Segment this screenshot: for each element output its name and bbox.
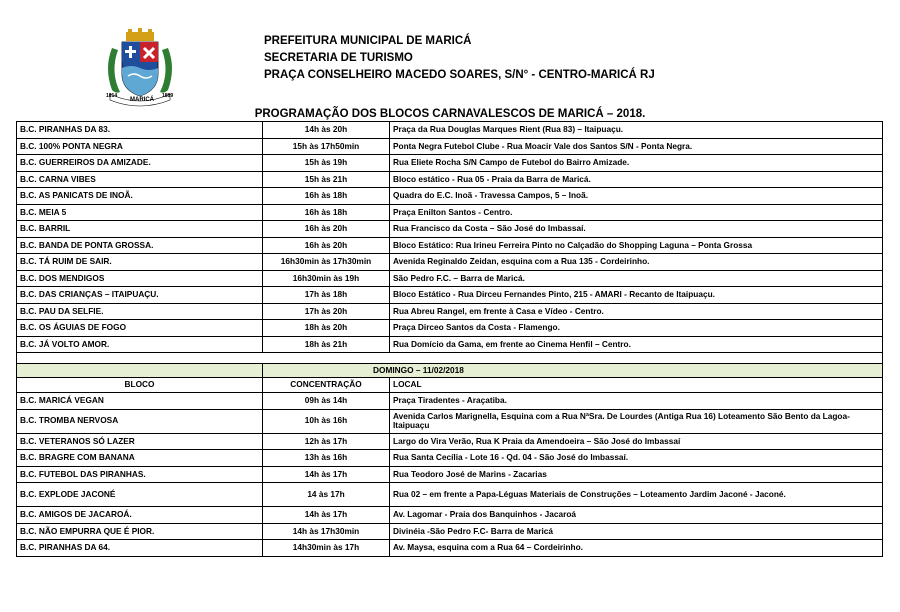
concentracao-cell: 16h às 18h [263, 204, 390, 221]
bloco-cell: B.C. MARICÁ VEGAN [17, 393, 263, 410]
bloco-cell: B.C. PIRANHAS DA 64. [17, 540, 263, 557]
schedule-part-2 [17, 393, 883, 557]
local-cell: Bloco estático - Rua 05 - Praia da Barra de Maricá. [390, 171, 883, 188]
local-cell: Av. Lagomar - Praia dos Banquinhos - Jacaroá [390, 507, 883, 524]
bloco-cell: B.C. DAS CRIANÇAS – ITAIPUAÇU. [17, 287, 263, 304]
concentracao-cell: 18h às 21h [263, 336, 390, 353]
concentracao-cell: 14h às 20h [263, 122, 390, 139]
bloco-cell: B.C. BARRIL [17, 221, 263, 238]
table-row [17, 204, 883, 221]
local-cell: Rua Francisco da Costa – São José do Imbassaí. [390, 221, 883, 238]
local-cell: Rua Eliete Rocha S/N Campo de Futebol do Bairro Amizade. [390, 155, 883, 172]
concentracao-cell: 18h às 20h [263, 320, 390, 337]
table-row [17, 254, 883, 271]
local-cell: Rua Santa Cecília - Lote 16 - Qd. 04 - São José do Imbassaí. [390, 450, 883, 467]
schedule-separator [17, 353, 883, 393]
local-cell: Praça da Rua Douglas Marques Rient (Rua 83) – Itaipuaçu. [390, 122, 883, 139]
column-header-concentracao: CONCENTRAÇÃO [263, 378, 390, 393]
local-cell: Rua Domício da Gama, em frente ao Cinema Henfil – Centro. [390, 336, 883, 353]
table-row [17, 466, 883, 483]
day-row-spacer [17, 364, 263, 378]
bloco-cell: B.C. PAU DA SELFIE. [17, 303, 263, 320]
concentracao-cell: 14h às 17h [263, 466, 390, 483]
bloco-cell: B.C. VETERANOS SÓ LAZER [17, 433, 263, 450]
concentracao-cell: 16h30min às 19h [263, 270, 390, 287]
bloco-cell: B.C. EXPLODE JACONÉ [17, 483, 263, 507]
schedule-part-1 [17, 122, 883, 353]
program-title: PROGRAMAÇÃO DOS BLOCOS CARNAVALESCOS DE MARICÁ – 2018. [254, 108, 646, 120]
local-cell: Praça Tiradentes - Araçatiba. [390, 393, 883, 410]
blank-row [17, 353, 883, 364]
bloco-cell: B.C. GUERREIROS DA AMIZADE. [17, 155, 263, 172]
bloco-cell: B.C. JÁ VOLTO AMOR. [17, 336, 263, 353]
bloco-cell: B.C. BRAGRE COM BANANA [17, 450, 263, 467]
bloco-cell: B.C. PIRANHAS DA 83. [17, 122, 263, 139]
local-cell: Rua Abreu Rangel, em frente à Casa e Vídeo - Centro. [390, 303, 883, 320]
concentracao-cell: 13h às 16h [263, 450, 390, 467]
bloco-cell: B.C. FUTEBOL DAS PIRANHAS. [17, 466, 263, 483]
day-label-text: DOMINGO – 11/02/2018 [373, 364, 464, 375]
bloco-cell: B.C. OS ÁGUIAS DE FOGO [17, 320, 263, 337]
bloco-cell: B.C. MEIA 5 [17, 204, 263, 221]
local-cell: Ponta Negra Futebol Clube - Rua Moacir Vale dos Santos S/N - Ponta Negra. [390, 138, 883, 155]
concentracao-cell: 10h às 16h [263, 409, 390, 433]
table-row [17, 270, 883, 287]
table-row [17, 287, 883, 304]
table-row [17, 138, 883, 155]
table-row [17, 507, 883, 524]
local-cell: Divinéia -São Pedro F.C- Barra de Maricá [390, 523, 883, 540]
bloco-cell: B.C. 100% PONTA NEGRA [17, 138, 263, 155]
table-row [17, 303, 883, 320]
concentracao-cell: 16h30min às 17h30min [263, 254, 390, 271]
bloco-cell: B.C. NÃO EMPURRA QUE É PIOR. [17, 523, 263, 540]
day-row [17, 364, 883, 378]
bloco-cell: B.C. DOS MENDIGOS [17, 270, 263, 287]
table-row [17, 171, 883, 188]
table-row [17, 409, 883, 433]
table-row [17, 320, 883, 337]
concentracao-cell: 16h às 20h [263, 237, 390, 254]
local-cell: Praça Enilton Santos - Centro. [390, 204, 883, 221]
table-row [17, 483, 883, 507]
table-row [17, 393, 883, 410]
page-header [0, 0, 900, 122]
concentracao-cell: 14 às 17h [263, 483, 390, 507]
concentracao-cell: 14h às 17h30min [263, 523, 390, 540]
column-header-bloco: BLOCO [17, 378, 263, 393]
concentracao-cell: 09h às 14h [263, 393, 390, 410]
table-row [17, 188, 883, 205]
header-lines [264, 33, 655, 84]
concentracao-cell: 17h às 18h [263, 287, 390, 304]
table-row [17, 155, 883, 172]
local-cell: São Pedro F.C. – Barra de Maricá. [390, 270, 883, 287]
concentracao-cell: 17h às 20h [263, 303, 390, 320]
concentracao-cell: 16h às 20h [263, 221, 390, 238]
header-line-3: PRAÇA CONSELHEIRO MACEDO SOARES, S/N° - CENTRO-MARICÁ RJ [264, 69, 655, 81]
blank-cell [17, 353, 883, 364]
table-row [17, 433, 883, 450]
bloco-cell: B.C. AMIGOS DE JACAROÁ. [17, 507, 263, 524]
header-line-1: PREFEITURA MUNICIPAL DE MARICÁ [264, 35, 472, 47]
day-label [263, 364, 883, 378]
local-cell: Bloco Estático: Rua Irineu Ferreira Pinto no Calçadão do Shopping Laguna – Ponta Grossa [390, 237, 883, 254]
local-cell: Praça Dirceo Santos da Costa - Flamengo. [390, 320, 883, 337]
bloco-cell: B.C. TÁ RUIM DE SAIR. [17, 254, 263, 271]
concentracao-cell: 15h às 17h50min [263, 138, 390, 155]
concentracao-cell: 15h às 19h [263, 155, 390, 172]
local-cell: Quadra do E.C. Inoã - Travessa Campos, 5 – Inoã. [390, 188, 883, 205]
column-header-local: LOCAL [390, 378, 883, 393]
table-row [17, 237, 883, 254]
concentracao-cell: 14h às 17h [263, 507, 390, 524]
local-cell: Av. Maysa, esquina com a Rua 64 – Cordeirinho. [390, 540, 883, 557]
bloco-cell: B.C. BANDA DE PONTA GROSSA. [17, 237, 263, 254]
header-line-2: SECRETARIA DE TURISMO [264, 52, 413, 64]
bloco-cell: B.C. CARNA VIBES [17, 171, 263, 188]
table-row [17, 540, 883, 557]
concentracao-cell: 12h às 17h [263, 433, 390, 450]
local-cell: Bloco Estático - Rua Dirceu Fernandes Pinto, 215 - AMARI - Recanto de Itaipuaçu. [390, 287, 883, 304]
bloco-cell: B.C. AS PANICATS DE INOÃ. [17, 188, 263, 205]
concentracao-cell: 15h às 21h [263, 171, 390, 188]
table-row [17, 221, 883, 238]
schedule-table [16, 121, 883, 557]
local-cell: Rua Teodoro José de Marins - Zacarias [390, 466, 883, 483]
concentracao-cell: 16h às 18h [263, 188, 390, 205]
local-cell: Largo do Vira Verão, Rua K Praia da Amendoeira – São José do Imbassaí [390, 433, 883, 450]
table-row [17, 523, 883, 540]
table-row [17, 122, 883, 139]
table-row [17, 450, 883, 467]
local-cell: Avenida Carlos Marignella, Esquina com a Rua NªSra. De Lourdes (Antiga Rua 16) Loteamento São Bento da Lagoa- Itaipuaçu [390, 409, 883, 433]
local-cell: Rua 02 – em frente a Papa-Léguas Materiais de Construções – Loteamento Jardim Jaconé - Jaconé. [390, 483, 883, 507]
local-cell: Avenida Reginaldo Zeidan, esquina com a Rua 135 - Cordeirinho. [390, 254, 883, 271]
bloco-cell: B.C. TROMBA NERVOSA [17, 409, 263, 433]
concentracao-cell: 14h30min às 17h [263, 540, 390, 557]
crest-year-left: 1814 [106, 93, 118, 99]
table-row [17, 336, 883, 353]
column-header-row [17, 378, 883, 393]
crest-banner-text: MARICÁ [130, 97, 154, 103]
crest-year-right: 1889 [162, 93, 174, 99]
